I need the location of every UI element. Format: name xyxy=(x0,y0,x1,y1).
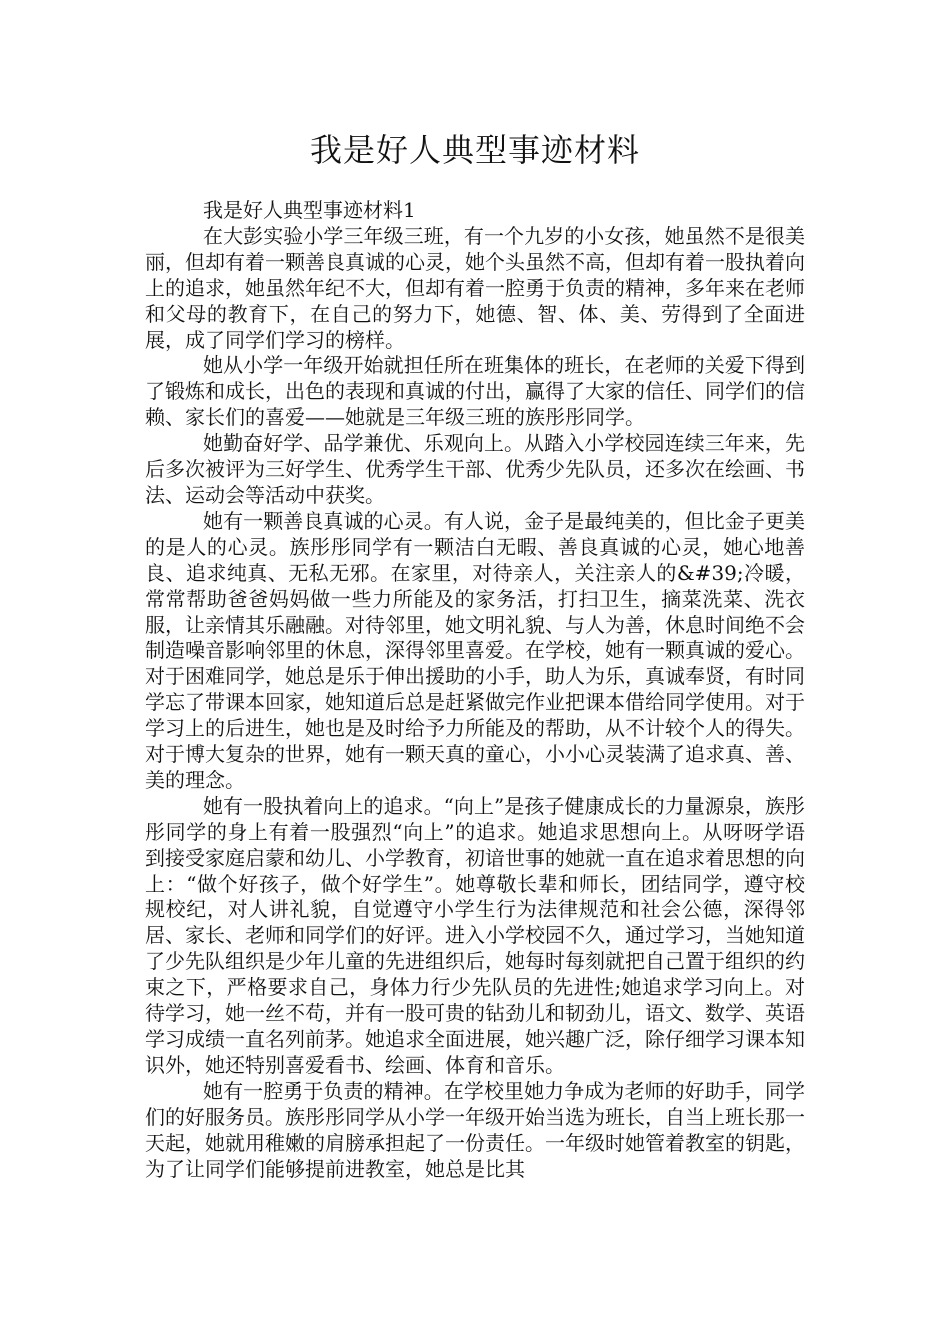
paragraph-intro: 在大彭实验小学三年级三班，有一个九岁的小女孩，她虽然不是很美丽，但却有着一颗善良真诚的心灵，她个头虽然不高，但却有着一股执着向上的追求，她虽然年纪不大，但却有着一腔勇于负责的精神，多年来在老师和父母的教育下，在自己的努力下，她德、智、体、美、劳得到了全面进展，成了同学们学习的榜样。 xyxy=(145,223,805,352)
document-body xyxy=(145,198,805,1182)
paragraph-kind-heart: 她有一颗善良真诚的心灵。有人说，金子是最纯美的，但比金子更美的是人的心灵。族彤彤同学有一颗洁白无暇、善良真诚的心灵，她心地善良、追求纯真、无私无邪。在家里，对待亲人，关注亲人的&#39;冷暖，常常帮助爸爸妈妈做一些力所能及的家务活，打扫卫生，摘菜洗菜、洗衣服，让亲情其乐融融。对待邻里，她文明礼貌、与人为善，休息时间绝不会制造噪音影响邻里的休息，深得邻里喜爱。在学校，她有一颗真诚的爱心。对于困难同学，她总是乐于伸出援助的小手，助人为乐，真诚奉贤，有时同学忘了带课本回家，她知道后总是赶紧做完作业把课本借给同学使用。对于学习上的后进生，她也是及时给予力所能及的帮助，从不计较个人的得失。对于博大复杂的世界，她有一颗天真的童心，小小心灵装满了追求真、善、美的理念。 xyxy=(145,508,805,792)
document-page xyxy=(145,0,805,1182)
paragraph-responsibility: 她有一腔勇于负责的精神。在学校里她力争成为老师的好助手，同学们的好服务员。族彤彤同学从小学一年级开始当选为班长，自当上班长那一天起，她就用稚嫩的肩膀承担起了一份责任。一年级时她管着教室的钥匙，为了让同学们能够提前进教室，她总是比其 xyxy=(145,1078,805,1181)
paragraph-diligent: 她勤奋好学、品学兼优、乐观向上。从踏入小学校园连续三年来，先后多次被评为三好学生、优秀学生干部、优秀少先队员，还多次在绘画、书法、运动会等活动中获奖。 xyxy=(145,431,805,507)
section-heading: 我是好人典型事迹材料1 xyxy=(203,198,416,222)
paragraph-pursuit: 她有一股执着向上的追求。“向上”是孩子健康成长的力量源泉，族彤彤同学的身上有着一股强烈“向上”的追求。她追求思想向上。从呀呀学语到接受家庭启蒙和幼儿、小学教育，初谙世事的她就一直在追求着思想的向上：“做个好孩子，做个好学生”。她尊敬长辈和师长，团结同学，遵守校规校纪，对人讲礼貌，自觉遵守小学生行为法律规范和社会公德，深得邻居、家长、老师和同学们的好评。进入小学校园不久，通过学习，当她知道了少先队组织是少年儿童的先进组织后，她每时每刻就把自己置于组织的约束之下，严格要求自己，身体力行少先队员的先进性;她追求学习向上。对待学习，她一丝不苟，并有一股可贵的钻劲儿和韧劲儿，语文、数学、英语学习成绩一直名列前茅。她追求全面进展，她兴趣广泛，除仔细学习课本知识外，她还特别喜爱看书、绘画、体育和音乐。 xyxy=(145,793,805,1077)
document-title: 我是好人典型事迹材料 xyxy=(309,131,640,169)
paragraph-monitor: 她从小学一年级开始就担任所在班集体的班长，在老师的关爱下得到了锻炼和成长，出色的表现和真诚的付出，赢得了大家的信任、同学们的信赖、家长们的喜爱——她就是三年级三班的族彤彤同学。 xyxy=(145,353,805,430)
